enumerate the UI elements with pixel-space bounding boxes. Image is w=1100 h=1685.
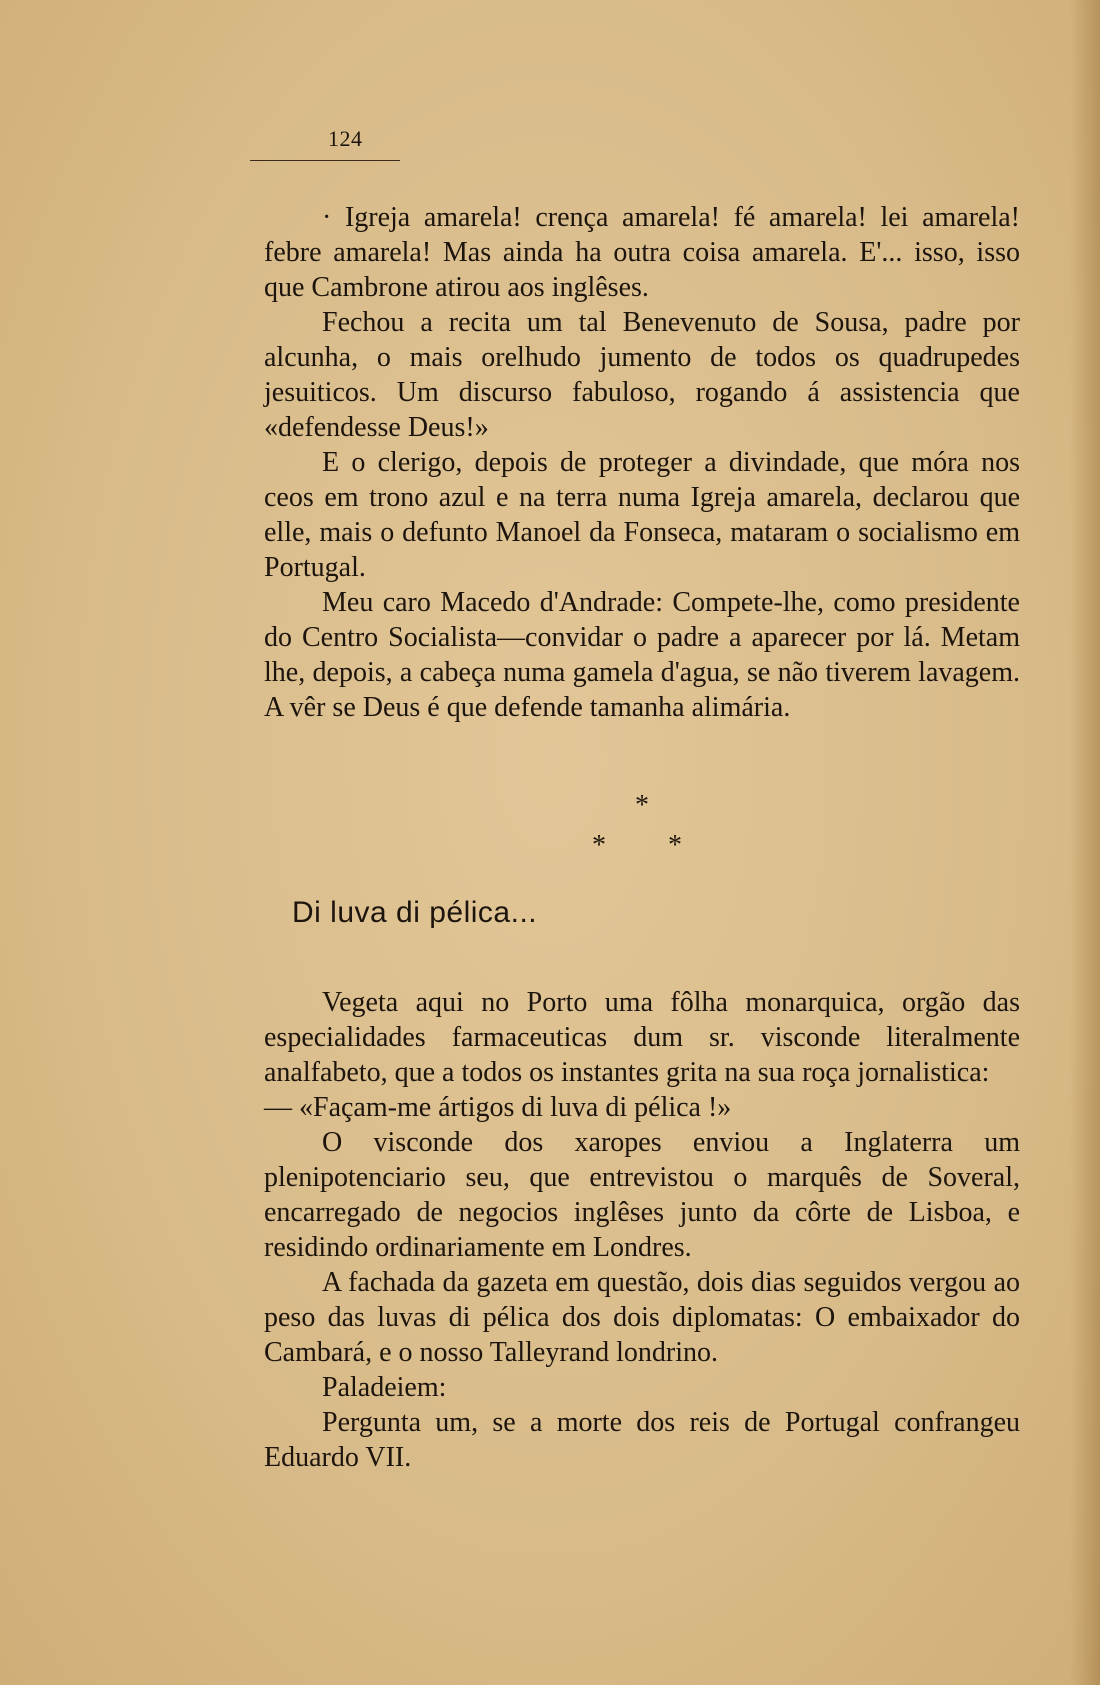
text-block-top [264, 200, 1020, 725]
paragraph: Paladeiem: [322, 1372, 447, 1403]
text-block-bottom [264, 985, 1020, 1475]
paragraph: O visconde dos xaropes enviou a Inglaterra um plenipotenciario seu, que entrevistou o marquês de Soveral, encarregado de negocios inglêses junto da côrte de Lisboa, e residindo ordinariamente em Londres. [264, 1127, 1020, 1263]
header-rule [250, 160, 400, 161]
paragraph: — «Façam-me ártigos di luva di pélica !» [264, 1092, 732, 1123]
asterism-star: * [592, 830, 606, 861]
page-number: 124 [328, 126, 363, 151]
section-title: Di luva di pélica... [292, 896, 538, 929]
paragraph: Vegeta aqui no Porto uma fôlha monarquica, orgão das especialidades farmaceuticas dum sr. visconde literalmente analfabeto, que a todos os instantes grita na sua roça jornalistica: [264, 987, 1020, 1088]
asterism-star: * [668, 830, 682, 861]
paragraph: Pergunta um, se a morte dos reis de Portugal confrangeu Eduardo VII. [264, 1407, 1020, 1473]
paragraph: · Igreja amarela! crença amarela! fé amarela! lei amarela! febre amarela! Mas ainda ha outra coisa amarela. E'... isso, isso que Cambrone atirou aos inglêses. [264, 202, 1020, 303]
asterism [580, 790, 700, 860]
asterism-star: * [635, 790, 649, 821]
paragraph: E o clerigo, depois de proteger a divindade, que móra nos ceos em trono azul e na terra numa Igreja amarela, declarou que elle, mais o defunto Manoel da Fonseca, mataram o socialismo em Portugal. [264, 447, 1020, 583]
paragraph: A fachada da gazeta em questão, dois dias seguidos vergou ao peso das luvas di pélica dos dois diplomatas: O embaixador do Cambará, e o nosso Talleyrand londrino. [264, 1267, 1020, 1368]
paragraph: Fechou a recita um tal Benevenuto de Sousa, padre por alcunha, o mais orelhudo jumento de todos os quadrupedes jesuiticos. Um discurso fabuloso, rogando á assistencia que «defendesse Deus!» [264, 307, 1020, 443]
paragraph: Meu caro Macedo d'Andrade: Compete-lhe, como presidente do Centro Socialista—convidar o padre a aparecer por lá. Metam lhe, depois, a cabeça numa gamela d'agua, se não tiverem lavagem. A vêr se Deus é que defende tamanha alimária. [264, 587, 1020, 723]
